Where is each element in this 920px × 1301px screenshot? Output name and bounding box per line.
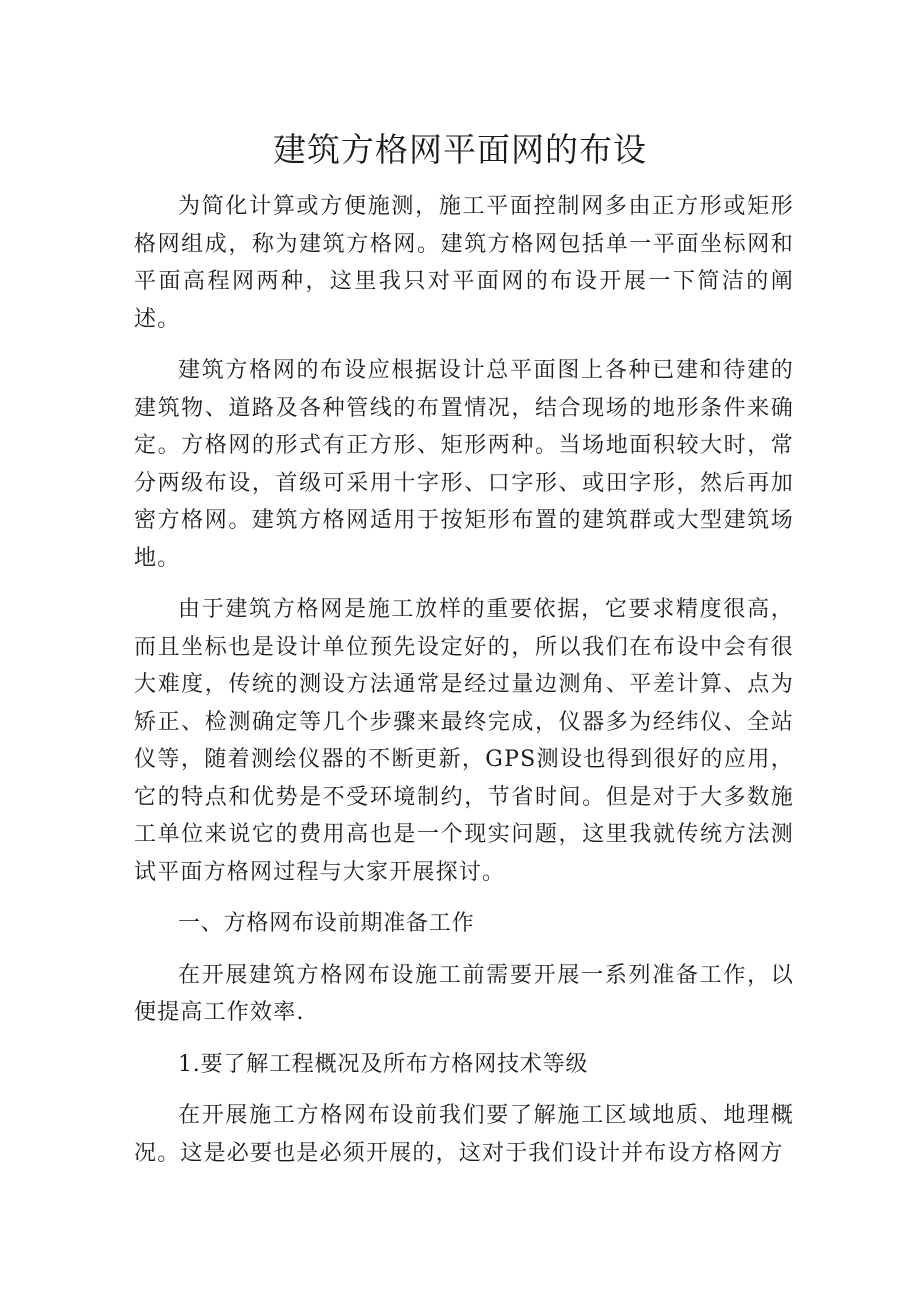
document-body [134,188,794,1186]
paragraph-intro: 为简化计算或方便施测，施工平面控制网多由正方形或矩形格网组成，称为建筑方格网。建筑方格网包括单一平面坐标网和平面高程网两种，这里我只对平面网的布设开展一下简洁的阐述。 [134,194,794,332]
paragraph-overview: 在开展施工方格网布设前我们要了解施工区域地质、地理概况。这是必要也是必须开展的，这对于我们设计并布设方格网方 [134,1103,794,1166]
document-title: 建筑方格网平面网的布设 [273,130,647,169]
subsection-heading-overview: 1.要了解工程概况及所布方格网技术等级 [178,1051,589,1077]
paragraph-methods: 由于建筑方格网是施工放样的重要依据，它要求精度很高，而且坐标也是设计单位预先设定好的，所以我们在布设中会有很大难度，传统的测设方法通常是经过量边测角、平差计算、点为矫正、检测确定等几个步骤来最终完成，仪器多为经纬仪、全站仪等，随着测绘仪器的不断更新，GPS测设也得到很好的应用，它的特点和优势是不受环境制约，节省时间。但是对于大多数施工单位来说它的费用高也是一个现实问题，这里我就传统方法测试平面方格网过程与大家开展探讨。 [134,597,794,885]
paragraph-layout: 建筑方格网的布设应根据设计总平面图上各种已建和待建的建筑物、道路及各种管线的布置情况，结合现场的地形条件来确定。方格网的形式有正方形、矩形两种。当场地面积较大时，常分两级布设，首级可采用十字形、口字形、或田字形，然后再加密方格网。建筑方格网适用于按矩形布置的建筑群或大型建筑场地。 [134,358,794,571]
paragraph-preparation: 在开展建筑方格网布设施工前需要开展一系列准备工作，以便提高工作效率. [134,962,794,1025]
section-heading-preparation: 一、方格网布设前期准备工作 [178,911,475,936]
